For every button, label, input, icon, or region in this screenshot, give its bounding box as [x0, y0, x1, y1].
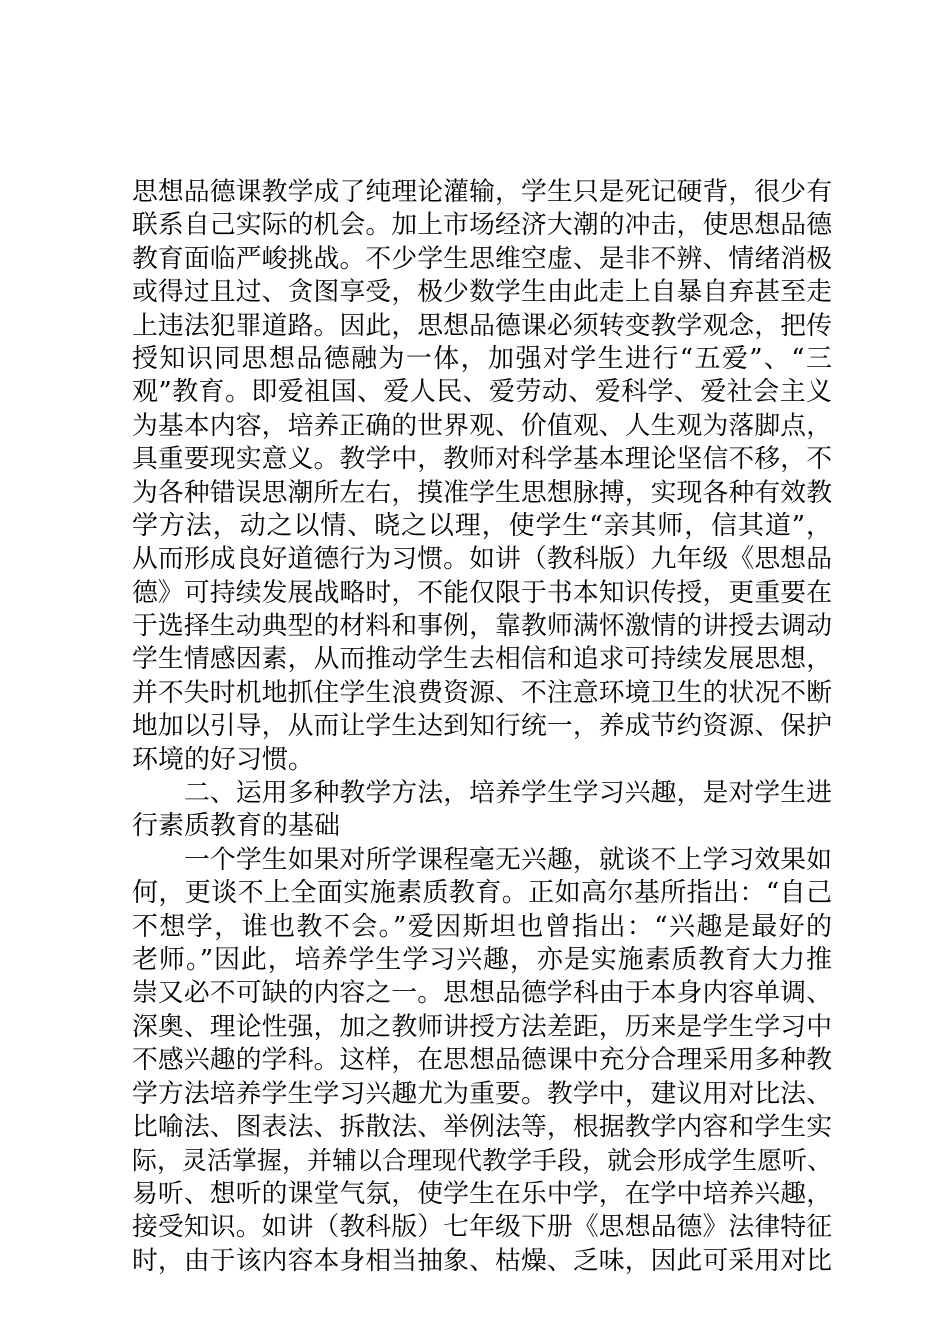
text-line: 老师。”因此，培养学生学习兴趣，亦是实施素质教育大力推: [132, 944, 832, 975]
text-line: 深奥、理论性强，加之教师讲授方法差距，历来是学生学习中: [132, 1011, 832, 1042]
text-line: 为基本内容，培养正确的世界观、价值观、人生观为落脚点，: [132, 410, 832, 441]
text-line: 易听、想听的课堂气氛，使学生在乐中学，在学中培养兴趣，: [132, 1178, 832, 1209]
text-line: 环境的好习惯。: [132, 744, 315, 775]
text-line: 一个学生如果对所学课程毫无兴趣，就谈不上学习效果如: [184, 844, 832, 875]
text-line: 具重要现实意义。教学中，教师对科学基本理论坚信不移，不: [132, 444, 832, 475]
text-line: 德》可持续发展战略时，不能仅限于书本知识传授，更重要在: [132, 577, 832, 608]
text-line: 行素质教育的基础: [132, 811, 341, 842]
text-line: 从而形成良好道德行为习惯。如讲（教科版）九年级《思想品: [132, 544, 832, 575]
text-line: 上违法犯罪道路。因此，思想品德课必须转变教学观念，把传: [132, 310, 832, 341]
text-line: 于选择生动典型的材料和事例，靠教师满怀激情的讲授去调动: [132, 611, 832, 642]
text-line: 教育面临严峻挑战。不少学生思维空虚、是非不辨、情绪消极: [132, 243, 832, 274]
text-line: 学方法，动之以情、晓之以理，使学生“亲其师，信其道”，: [132, 510, 832, 541]
text-line: 时，由于该内容本身相当抽象、枯燥、乏味，因此可采用对比: [132, 1245, 832, 1276]
text-line: 或得过且过、贪图享受，极少数学生由此走上自暴自弃甚至走: [132, 277, 832, 308]
text-line: 何，更谈不上全面实施素质教育。正如高尔基所指出：“自己: [132, 878, 832, 909]
text-line: 学生情感因素，从而推动学生去相信和追求可持续发展思想，: [132, 644, 832, 675]
text-line: 学方法培养学生学习兴趣尤为重要。教学中，建议用对比法、: [132, 1078, 832, 1109]
text-line: 观”教育。即爱祖国、爱人民、爱劳动、爱科学、爱社会主义: [132, 377, 832, 408]
text-line: 授知识同思想品德融为一体，加强对学生进行“五爱”、“三: [132, 343, 832, 374]
body-text: [132, 176, 832, 1278]
text-line: 并不失时机地抓住学生浪费资源、不注意环境卫生的状况不断: [132, 677, 832, 708]
text-line: 思想品德课教学成了纯理论灌输，学生只是死记硬背，很少有: [132, 177, 832, 207]
text-line: 际，灵活掌握，并辅以合理现代教学手段，就会形成学生愿听、: [132, 1146, 832, 1176]
text-line: 接受知识。如讲（教科版）七年级下册《思想品德》法律特征: [132, 1212, 832, 1243]
text-line: 不想学，谁也教不会。”爱因斯坦也曾指出：“兴趣是最好的: [132, 911, 832, 942]
text-line: 联系自己实际的机会。加上市场经济大潮的冲击，使思想品德: [132, 210, 832, 241]
text-line: 比喻法、图表法、拆散法、举例法等，根据教学内容和学生实: [132, 1111, 832, 1142]
text-line: 崇又必不可缺的内容之一。思想品德学科由于本身内容单调、: [132, 978, 832, 1009]
text-line: 为各种错误思潮所左右，摸准学生思想脉搏，实现各种有效教: [132, 477, 832, 508]
text-line: 二、运用多种教学方法，培养学生学习兴趣，是对学生进: [184, 778, 832, 809]
text-line: 不感兴趣的学科。这样，在思想品德课中充分合理采用多种教: [132, 1045, 832, 1076]
text-line: 地加以引导，从而让学生达到知行统一，养成节约资源、保护: [132, 711, 832, 742]
